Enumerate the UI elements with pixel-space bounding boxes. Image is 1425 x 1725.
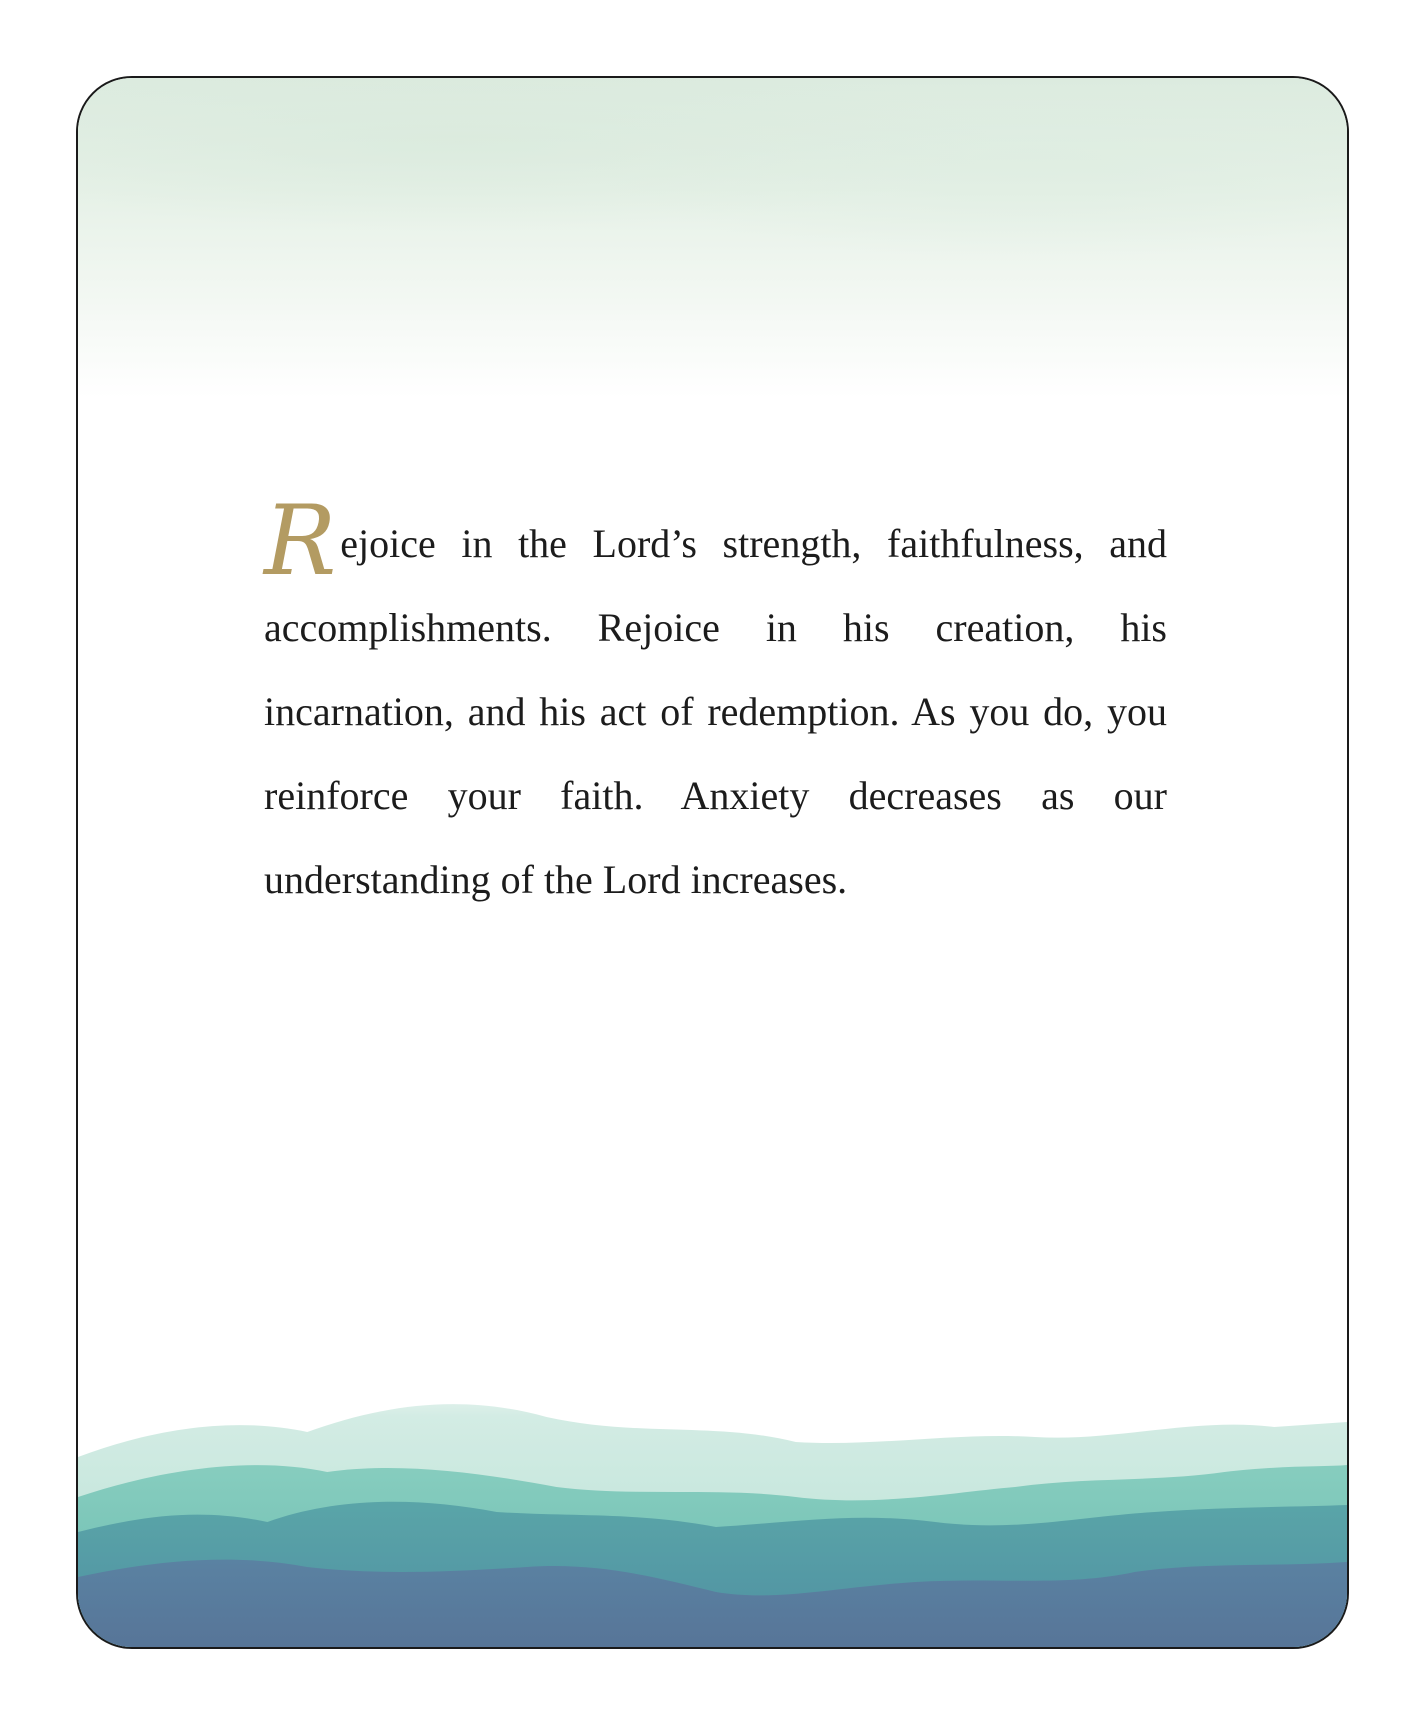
mountain-range-illustration bbox=[78, 1347, 1347, 1647]
top-watercolor-wash bbox=[78, 78, 1347, 398]
drop-cap: R bbox=[264, 485, 337, 597]
verse-paragraph bbox=[264, 485, 1167, 922]
verse-text: ejoice in the Lord’s strength, faithfulness, and accomplishments. Rejoice in his creation, his incarnation, and his act of redemption. As you do, you reinforce your faith. Anxiety decreases as our understanding of the Lord increases. bbox=[264, 521, 1167, 902]
devotional-card bbox=[76, 76, 1349, 1649]
watercolor-hills bbox=[78, 1347, 1347, 1647]
